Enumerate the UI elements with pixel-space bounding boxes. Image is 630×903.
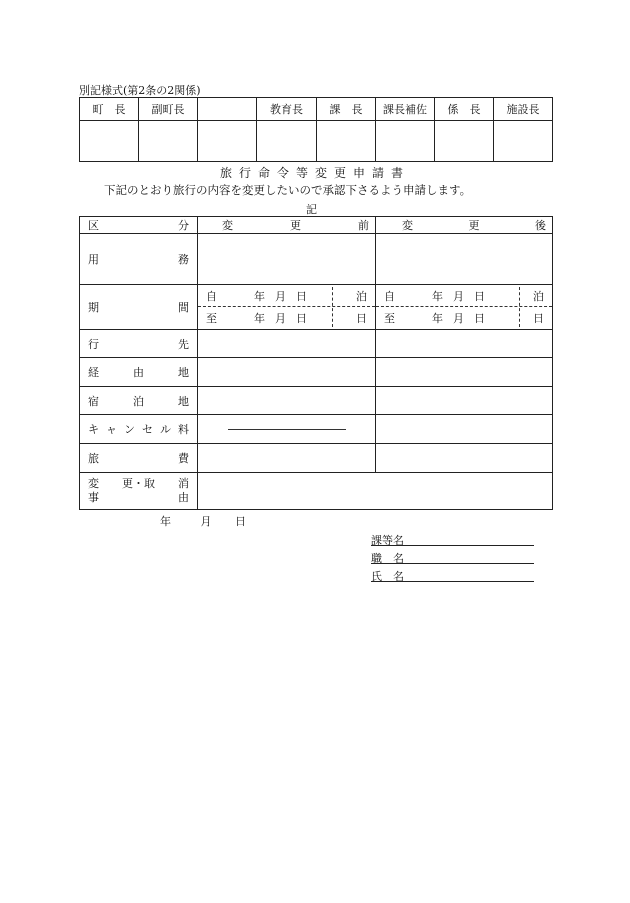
period-before-field[interactable]: 自 年 月 日 泊 至 年 月 日 日 xyxy=(198,285,376,330)
expense-after-field[interactable] xyxy=(376,444,553,473)
nights-label: 泊 xyxy=(356,290,367,303)
reason-field[interactable] xyxy=(198,473,553,510)
approver-header-facility-head: 施設長 xyxy=(494,98,553,121)
approver-header-assistant-chief: 課長補佐 xyxy=(376,98,435,121)
cancel-fee-before-cell xyxy=(198,415,376,444)
via-after-field[interactable] xyxy=(376,358,553,387)
row-label-destination: 行 先 xyxy=(80,330,198,358)
stamp-box-sub-chief[interactable] xyxy=(435,121,494,162)
lodging-after-field[interactable] xyxy=(376,387,553,415)
period-from-label: 自 xyxy=(206,290,217,303)
approver-header-blank xyxy=(198,98,257,121)
signature-dept-line[interactable] xyxy=(371,545,534,546)
business-after-field[interactable] xyxy=(376,234,553,285)
destination-after-field[interactable] xyxy=(376,330,553,358)
row-label-reason: 変 更・取 消 事 由 xyxy=(80,473,198,510)
days-label: 日 xyxy=(356,312,367,325)
stamp-box-mayor[interactable] xyxy=(80,121,139,162)
application-date: 年 月 日 xyxy=(160,515,246,528)
approver-header-deputy-mayor: 副町長 xyxy=(139,98,198,121)
signature-position-line[interactable] xyxy=(371,563,534,564)
stamp-box-section-chief[interactable] xyxy=(317,121,376,162)
expense-before-field[interactable] xyxy=(198,444,376,473)
signature-dept-label: 課等名 xyxy=(371,534,404,547)
header-after: 変 更 後 xyxy=(376,217,553,234)
row-label-period: 期 間 xyxy=(80,285,198,330)
period-to-label: 至 xyxy=(206,312,217,325)
approver-header-section-chief: 課 長 xyxy=(317,98,376,121)
header-category: 区 分 xyxy=(80,217,198,234)
approver-header-sub-chief: 係 長 xyxy=(435,98,494,121)
form-title: 旅行命令等変更申請書 xyxy=(219,166,410,180)
via-before-field[interactable] xyxy=(198,358,376,387)
row-label-expense: 旅 費 xyxy=(80,444,198,473)
stamp-box-facility-head[interactable] xyxy=(494,121,553,162)
cancel-fee-after-field[interactable] xyxy=(376,415,553,444)
period-after-field[interactable]: 自 年 月 日 泊 至 年 月 日 日 xyxy=(376,285,553,330)
stamp-box-superintendent[interactable] xyxy=(257,121,317,162)
signature-name-line[interactable] xyxy=(371,581,534,582)
ki-mark: 記 xyxy=(306,203,317,216)
destination-before-field[interactable] xyxy=(198,330,376,358)
business-before-field[interactable] xyxy=(198,234,376,285)
signature-position-label: 職 名 xyxy=(371,552,404,565)
stamp-box-blank[interactable] xyxy=(198,121,257,162)
form-caption: 別記様式(第2条の2関係) xyxy=(79,84,201,97)
row-label-cancel-fee: キ ャ ン セ ル 料 xyxy=(80,415,198,444)
stamp-box-deputy-mayor[interactable] xyxy=(139,121,198,162)
signature-name-label: 氏 名 xyxy=(371,570,404,583)
approver-header-mayor: 町 長 xyxy=(80,98,139,121)
intro-text: 下記のとおり旅行の内容を変更したいので承認下さるよう申請します。 xyxy=(104,183,472,197)
change-request-table xyxy=(79,216,553,510)
row-label-via: 経 由 地 xyxy=(80,358,198,387)
stamp-box-assistant-chief[interactable] xyxy=(376,121,435,162)
not-applicable-line xyxy=(228,429,346,430)
row-label-business: 用 務 xyxy=(80,234,198,285)
header-before: 変 更 前 xyxy=(198,217,376,234)
approver-header-superintendent: 教育長 xyxy=(257,98,317,121)
approval-stamp-table xyxy=(79,97,553,162)
row-label-lodging: 宿 泊 地 xyxy=(80,387,198,415)
lodging-before-field[interactable] xyxy=(198,387,376,415)
